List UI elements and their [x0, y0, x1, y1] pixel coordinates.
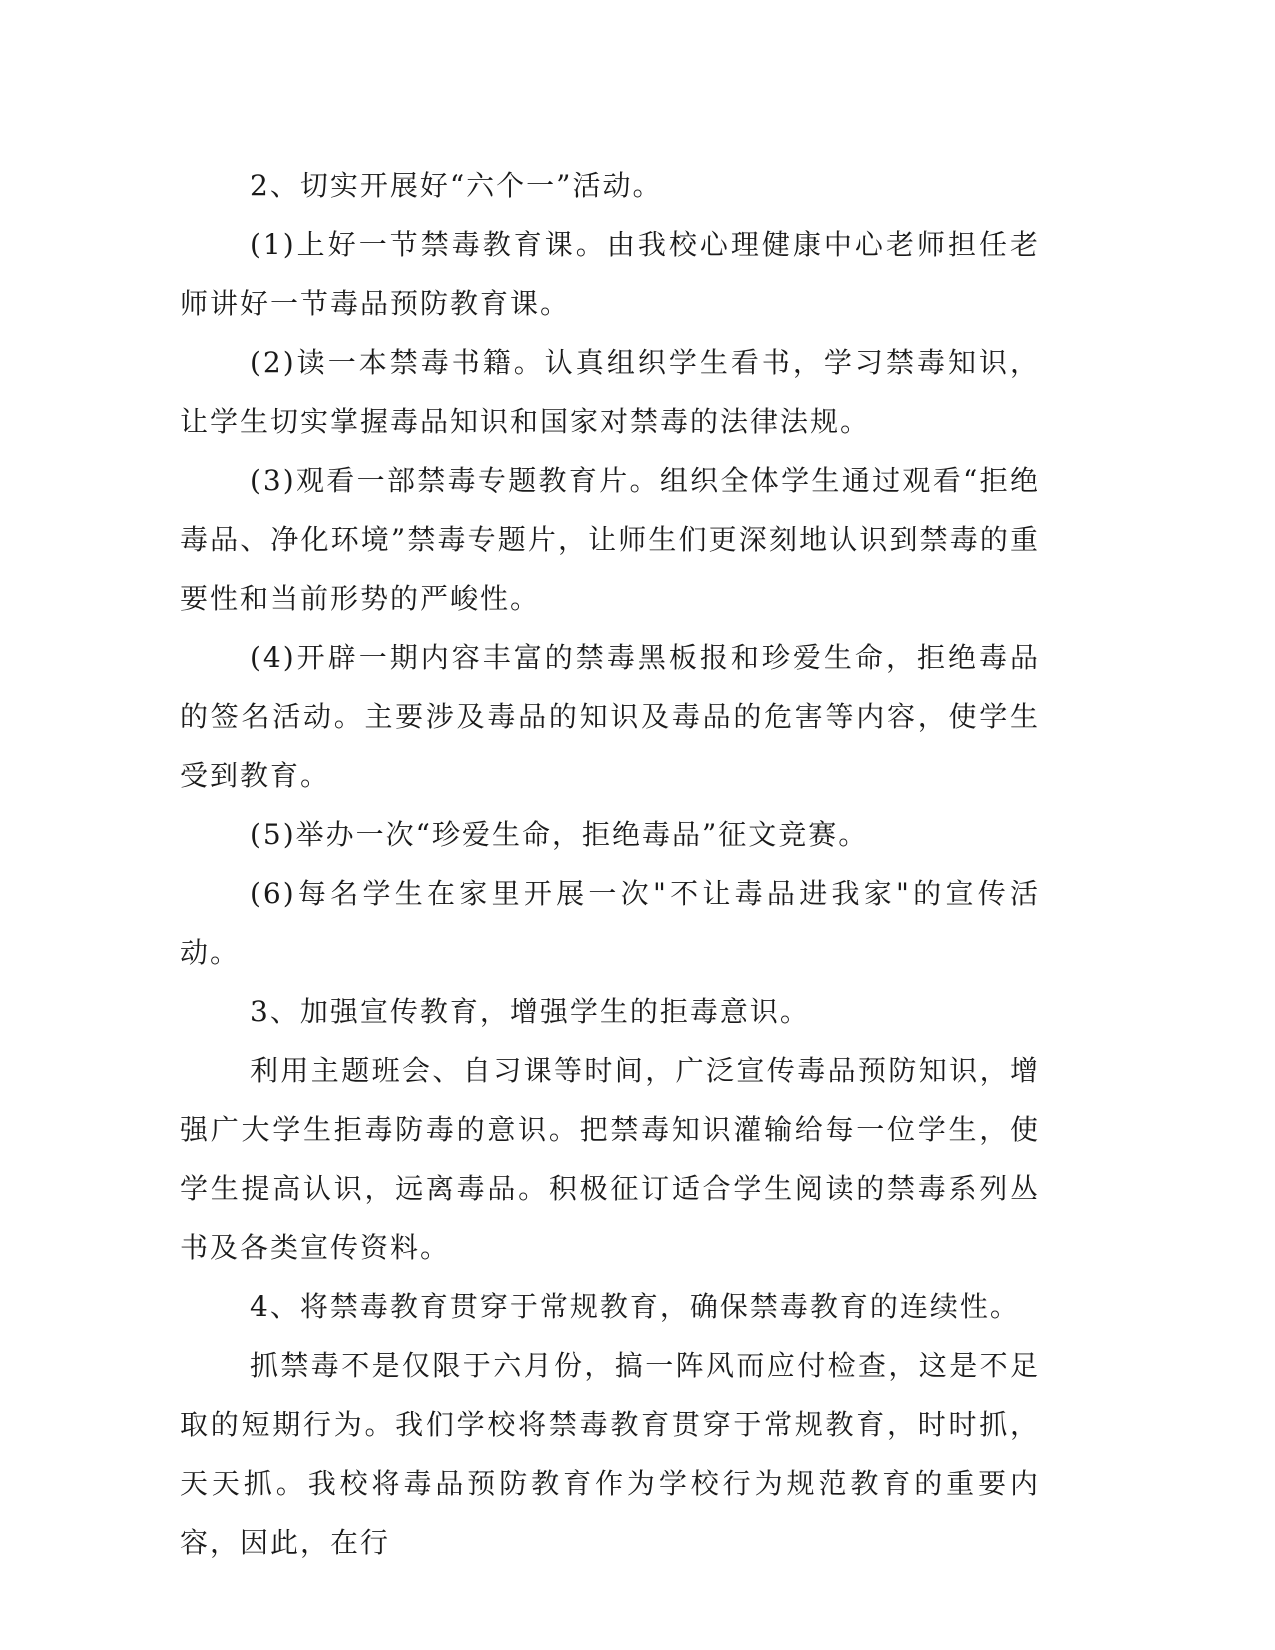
paragraph-item-4: (4)开辟一期内容丰富的禁毒黑板报和珍爱生命，拒绝毒品的签名活动。主要涉及毒品的知识及毒品的危害等内容，使学生受到教育。 — [180, 641, 1040, 792]
paragraph-section-2-heading: 2、切实开展好“六个一”活动。 — [250, 169, 663, 202]
paragraph-section-3-body: 利用主题班会、自习课等时间，广泛宣传毒品预防知识，增强广大学生拒毒防毒的意识。把禁毒知识灌输给每一位学生，使学生提高认识，远离毒品。积极征订适合学生阅读的禁毒系列丛书及各类宣传资料。 — [180, 1054, 1040, 1264]
paragraph-section-4-body: 抓禁毒不是仅限于六月份，搞一阵风而应付检查，这是不足取的短期行为。我们学校将禁毒教育贯穿于常规教育，时时抓，天天抓。我校将毒品预防教育作为学校行为规范教育的重要内容，因此，在行 — [180, 1349, 1040, 1559]
paragraph-section-4-heading: 4、将禁毒教育贯穿于常规教育，确保禁毒教育的连续性。 — [250, 1290, 1020, 1323]
paragraph-item-3: (3)观看一部禁毒专题教育片。组织全体学生通过观看“拒绝毒品、净化环境”禁毒专题片，让师生们更深刻地认识到禁毒的重要性和当前形势的严峻性。 — [180, 464, 1040, 615]
document-body — [180, 156, 1040, 1572]
paragraph-item-6: (6)每名学生在家里开展一次"不让毒品进我家"的宣传活动。 — [180, 877, 1040, 969]
paragraph-item-5: (5)举办一次“珍爱生命，拒绝毒品”征文竞赛。 — [250, 818, 869, 851]
paragraph-section-3-heading: 3、加强宣传教育，增强学生的拒毒意识。 — [250, 995, 810, 1028]
paragraph-item-2: (2)读一本禁毒书籍。认真组织学生看书，学习禁毒知识，让学生切实掌握毒品知识和国家对禁毒的法律法规。 — [180, 346, 1040, 438]
paragraph-item-1: (1)上好一节禁毒教育课。由我校心理健康中心老师担任老师讲好一节毒品预防教育课。 — [180, 228, 1040, 320]
